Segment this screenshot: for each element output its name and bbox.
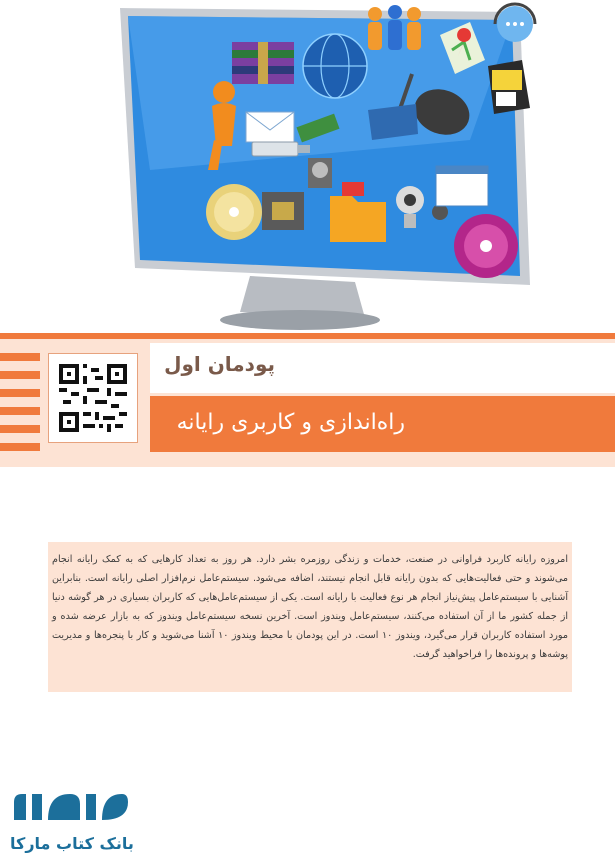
module-label: پودمان اول <box>164 352 275 376</box>
hard-drive-icon <box>308 158 332 188</box>
globe-icon <box>303 34 367 98</box>
intro-text: امروزه رایانه کاربرد فراوانی در صنعت، خدمات و زندگی روزمره بشر دارد. هر روز به تعداد کارهایی که به کمک رایانه انجام می‌شوند و حتی فعالیت‌هایی که بدون رایانه قابل انجام نیستند، اضافه می‌شود. سیستم‌عامل نرم‌افزار اصلی رایانه است. بنابراین آشنایی با سیستم‌عامل پیش‌نیاز انجام هر نوع فعالیت با رایانه است. یکی از سیستم‌عامل‌هایی که کاربران بسیاری در هر گوشه دنیا از جمله کشور ما از آن استفاده می‌کنند، سیستم‌عامل ویندوز است. آخرین نسخه سیستم‌عامل ویندوز که به بازار عرضه شده و مورد استفاده کاربران قرار می‌گیرد، ویندوز ۱۰ است. در این پودمان با محیط ویندوز ۱۰ آشنا می‌شوید و کار با پنجره‌ها و مدیریت پوشه‌ها و پرونده‌ها را فراخواهید گرفت. <box>52 554 568 660</box>
users-icon <box>368 5 421 50</box>
qr-code[interactable] <box>48 353 138 443</box>
laptop-icon <box>368 104 418 140</box>
hero-illustration <box>0 0 615 335</box>
window-icon <box>436 166 488 206</box>
winrar-icon <box>232 42 294 84</box>
module-title: راه‌اندازی و کاربری رایانه <box>176 410 405 435</box>
qr-code-icon <box>59 364 127 432</box>
cd-icon <box>206 184 262 240</box>
decorative-stripes <box>0 339 40 467</box>
marka-logo <box>10 790 130 826</box>
logo-caption: بانک کتاب مارکا <box>10 834 134 853</box>
memory-card-icon <box>488 60 530 114</box>
email-icon <box>246 112 294 142</box>
dvd-icon <box>454 214 518 278</box>
chip-icon <box>262 192 304 230</box>
